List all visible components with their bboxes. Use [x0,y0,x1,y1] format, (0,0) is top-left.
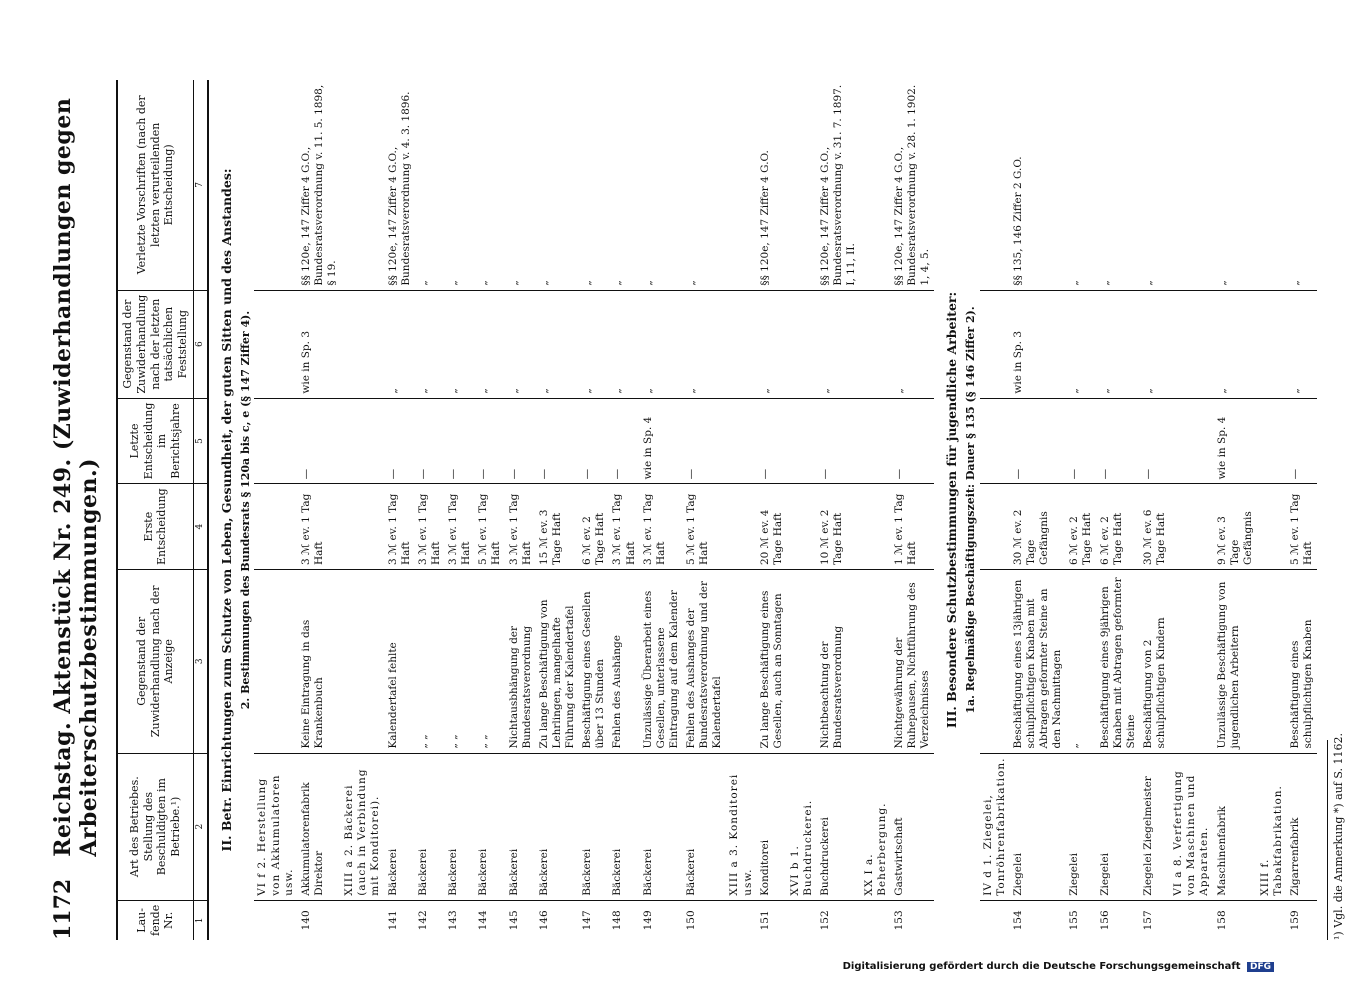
violation-finding: „ [536,290,579,398]
violated-rule: §§ 120e, 147 Ziffer 4 G.O., Bundesratsverordnung v. 4. 3. 1896. [385,80,415,290]
violated-rule [980,80,1010,290]
last-decision: — [1287,398,1317,484]
violation-finding: „ [579,290,609,398]
row-number: 140 [299,910,312,931]
business-type: Akkumulatorenfabrik Direktor [298,753,341,900]
table-row [891,80,934,940]
business-type: Bäckerei [445,753,475,900]
last-decision: — [609,398,639,484]
last-decision: — [506,398,536,484]
col-header-6: Gegenstand der Zuwiderhandlung nach der letzten tatsächlichen Feststellung [117,290,193,398]
violation: „ „ [415,570,445,754]
first-decision: 3 ℳ ev. 1 Tag Haft [445,484,475,570]
business-type: Bäckerei [415,753,445,900]
first-decision: 3 ℳ ev. 1 Tag Haft [609,484,639,570]
col-header-3: Gegenstand der Zuwiderhandlung nach der Anzeige [117,570,193,754]
violation-finding: „ [891,290,934,398]
business-type: XIII a 2. Bäckerei (auch in Verbindung mit Konditorei). [341,753,384,900]
first-decision [254,484,297,570]
first-decision: 20 ℳ ev. 4 Tage Haft [757,484,787,570]
first-decision [726,484,756,570]
violation: Zu lange Beschäftigung eines Gesellen, auch an Sonntagen [757,570,787,754]
business-type: VI a 8. Verfertigung von Maschinen und Apparaten. [1170,753,1213,900]
violation-finding: „ [757,290,787,398]
table-row [579,80,609,940]
violation-finding: „ [445,290,475,398]
table-row [1066,80,1096,940]
col-number: 3 [193,570,208,754]
violated-rule: „ [579,80,609,290]
violated-rule: „ [1140,80,1170,290]
table-row [385,80,415,940]
col-number: 7 [193,80,208,290]
row-number: 142 [416,910,429,931]
table-row [640,80,683,940]
violation: Nichtgewährung der Ruhepausen, Nichtführung des Verzeichnisses [891,570,934,754]
business-type: Bäckerei [536,753,579,900]
violation [254,570,297,754]
section-3-subtitle: 1a. Regelmäßige Beschäftigungszeit: Dauer § 135 (§ 146 Ziffer 2). [963,306,977,714]
violated-rule: „ [506,80,536,290]
first-decision [980,484,1010,570]
page-number: 1172 [50,878,76,940]
section-3-body [934,80,1317,940]
last-decision: wie in Sp. 4 [1214,398,1257,484]
first-decision: 1 ℳ ev. 1 Tag Haft [891,484,934,570]
violated-rule: „ [640,80,683,290]
first-decision: 3 ℳ ev. 1 Tag Haft [385,484,415,570]
violation: Beschäftigung von 2 schulpflichtigen Kindern [1140,570,1170,754]
violated-rule: „ [1066,80,1096,290]
last-decision: — [579,398,609,484]
violation [1257,570,1287,754]
violated-rule: „ [475,80,505,290]
last-decision [861,398,891,484]
business-type: Maschinenfabrik [1214,753,1257,900]
table-row [757,80,787,940]
violation-finding: „ [683,290,726,398]
last-decision: — [1010,398,1067,484]
business-type: Buchdruckerei [817,753,860,900]
business-type: XVI b 1. Buchdruckerei. [787,753,817,900]
col-number: 6 [193,290,208,398]
business-type: Bäckerei [475,753,505,900]
violation: Fehlen des Aushänge [609,570,639,754]
group-heading-row [861,80,891,940]
row-number: 143 [447,910,459,931]
group-heading-row [980,80,1010,940]
violated-rule [726,80,756,290]
first-decision: 5 ℳ ev. 1 Tag Haft [475,484,505,570]
last-decision [980,398,1010,484]
violation [787,570,817,754]
violation: Keine Eintragung in das Krankenbuch [298,570,341,754]
page-title: Reichstag. Aktenstück Nr. 249. (Zuwiderhandlungen gegen Arbeiterschutzbestimmungen.) [50,97,102,857]
violated-rule: „ [445,80,475,290]
violated-rule: „ [683,80,726,290]
violation: „ „ [475,570,505,754]
violation-finding [1170,290,1213,398]
footnote-text: ¹) Vgl. die Anmerkung *) auf S. 1162. [1332,733,1345,940]
violated-rule: „ [415,80,445,290]
last-decision: — [1066,398,1096,484]
col-number: 5 [193,398,208,484]
violation: Unzulässige Überarbeit eines Gesellen, unterlassene Eintragung auf dem Kalender [640,570,683,754]
column-number-row [193,80,208,940]
violation-finding [980,290,1010,398]
row-number: 156 [1098,910,1111,931]
business-type: Bäckerei [385,753,415,900]
subsection-row [962,80,980,940]
row-number: 157 [1141,910,1154,931]
first-decision [341,484,384,570]
violation-finding: „ [385,290,415,398]
last-decision: — [536,398,579,484]
first-decision: 30 ℳ ev. 2 Tage Gefängnis [1010,484,1067,570]
violation-finding: „ [640,290,683,398]
col-header-7: Verletzte Vorschriften (nach der letzten verurteilenden Entscheidung) [117,80,193,290]
violation: Nichtbeachtung der Bundesratsverordnung [817,570,860,754]
business-type: Ziegelei [1010,753,1067,900]
row-number: 150 [685,910,697,931]
violations-table [116,80,1317,940]
violation-finding: „ [609,290,639,398]
first-decision [1257,484,1287,570]
violation: Beschäftigung eines schulpflichtigen Knaben [1287,570,1317,754]
violated-rule: „ [1214,80,1257,290]
last-decision: — [385,398,415,484]
group-heading-row [1257,80,1287,940]
first-decision: 3 ℳ ev. 1 Tag Haft [640,484,683,570]
first-decision: 3 ℳ ev. 1 Tag Haft [415,484,445,570]
row-number: 146 [537,910,550,931]
business-type: Bäckerei [579,753,609,900]
row-number [726,900,756,940]
violation: Kalendertafel fehlte [385,570,415,754]
last-decision: — [683,398,726,484]
first-decision [787,484,817,570]
table-row [1097,80,1140,940]
violation: Beschäftigung eines 13jährigen schulpflichtigen Knaben mit Abtragen geformter Steine an den Nachmittagen [1010,570,1067,754]
violated-rule: „ [1097,80,1140,290]
violation-finding [254,290,297,398]
table-row [298,80,341,940]
violation-finding [1257,290,1287,398]
violation [861,570,891,754]
violation-finding: „ [1097,290,1140,398]
row-number: 152 [819,910,832,931]
violation: Beschäftigung eines Gesellen über 13 Stunden [579,570,609,754]
last-decision: — [891,398,934,484]
violation [341,570,384,754]
first-decision: 6 ℳ ev. 2 Tage Haft [579,484,609,570]
violation [1170,570,1213,754]
footnote [1327,80,1345,940]
business-type: VI f 2. Herstellung von Akkumulatoren usw. [254,753,297,900]
business-type: Bäckerei [506,753,536,900]
violation: Zu lange Beschäftigung von Lehrlingen, mangelhafte Führung der Kalendertafel [536,570,579,754]
first-decision [861,484,891,570]
business-type: Bäckerei [609,753,639,900]
business-type: Bäckerei [683,753,726,900]
row-number: 155 [1068,910,1081,931]
violation-finding: „ [1066,290,1096,398]
section-2-subtitle: 2. Bestimmungen des Bundesrats § 120a bis c, e (§ 147 Ziffer 4). [238,310,252,710]
row-number: 145 [507,910,520,931]
violation-finding: wie in Sp. 3 [1010,290,1067,398]
group-heading-row [254,80,297,940]
last-decision: — [817,398,860,484]
business-type: XIII a 3. Konditorei usw. [726,753,756,900]
violation: „ [1066,570,1096,754]
subsection-row [237,80,255,940]
row-number: 158 [1215,910,1228,931]
first-decision [1170,484,1213,570]
table-header-row [117,80,193,940]
table-row [1010,80,1067,940]
last-decision: — [757,398,787,484]
violation-finding [787,290,817,398]
violated-rule: „ [536,80,579,290]
row-number: 147 [581,910,594,931]
group-heading-row [726,80,756,940]
first-decision: 30 ℳ ev. 6 Tage Haft [1140,484,1170,570]
violation-finding [341,290,384,398]
business-type: Bäckerei [640,753,683,900]
violation [726,570,756,754]
first-decision: 5 ℳ ev. 1 Tag Haft [1287,484,1317,570]
page-header [50,80,102,940]
first-decision: 3 ℳ ev. 1 Tag Haft [298,484,341,570]
last-decision [726,398,756,484]
last-decision [1257,398,1287,484]
violation [980,570,1010,754]
table-row [817,80,860,940]
violation-finding: „ [415,290,445,398]
business-type: IV d 1. Ziegelei, Tonröhrenfabrikation. [980,753,1010,900]
first-decision: 9 ℳ ev. 3 Tage Gefängnis [1214,484,1257,570]
col-header-5: Letzte Entscheidung im Berichtsjahre [117,398,193,484]
last-decision [787,398,817,484]
last-decision: — [298,398,341,484]
violation-finding: „ [817,290,860,398]
violation: Beschäftigung eines 9jährigen Knaben mit Abtragen geformter Steine [1097,570,1140,754]
table-row [475,80,505,940]
col-header-2: Art des Betriebes. Stellung des Beschuldigten im Betriebe.¹) [117,753,193,900]
table-row [536,80,579,940]
violation-finding: „ [1287,290,1317,398]
document-content [50,80,1345,940]
violated-rule: „ [1287,80,1317,290]
violation-finding [726,290,756,398]
business-type: Konditorei [757,753,787,900]
violated-rule [1257,80,1287,290]
row-number: 148 [611,910,624,931]
table-row [1287,80,1317,940]
col-number: 4 [193,484,208,570]
row-number [787,900,817,940]
first-decision: 15 ℳ ev. 3 Tage Haft [536,484,579,570]
section-2-body [208,80,934,940]
violated-rule: §§ 120e, 147 Ziffer 4 G.O., Bundesratsverordnung v. 11. 5. 1898, § 19. [298,80,341,290]
last-decision [1170,398,1213,484]
group-heading-row [1170,80,1213,940]
table-row [506,80,536,940]
business-type: Ziegelei [1097,753,1140,900]
first-decision: 6 ℳ ev. 2 Tage Haft [1097,484,1140,570]
section-header-row [934,80,962,940]
section-3-title: III. Besondere Schutzbestimmungen für jugendliche Arbeiter: [944,291,960,729]
table-row [415,80,445,940]
violated-rule [341,80,384,290]
row-number: 144 [477,910,490,931]
group-heading-row [341,80,384,940]
col-number: 1 [193,900,208,940]
last-decision [254,398,297,484]
violated-rule [787,80,817,290]
last-decision: — [1140,398,1170,484]
violation: Unzulässige Beschäftigung von jugendlichen Arbeitern [1214,570,1257,754]
table-row [1140,80,1170,940]
violation-finding: „ [506,290,536,398]
violation-finding [861,290,891,398]
business-type: Ziegelei [1066,753,1096,900]
row-number [1170,900,1213,940]
last-decision: — [475,398,505,484]
business-type: Ziegelei Ziegelmeister [1140,753,1170,900]
row-number [1257,900,1287,940]
col-header-4: Erste Entscheidung [117,484,193,570]
row-number: 154 [1011,910,1024,931]
table-row [609,80,639,940]
row-number [861,900,891,940]
row-number [341,900,384,940]
violated-rule: §§ 120e, 147 Ziffer 4 G.O., Bundesratsverordnung v. 28. 1. 1902. 1, 4, 5. [891,80,934,290]
first-decision: 6 ℳ ev. 2 Tage Haft [1066,484,1096,570]
row-number: 151 [758,910,771,931]
violated-rule [1170,80,1213,290]
last-decision [341,398,384,484]
violated-rule: §§ 120e, 147 Ziffer 4 G.O., Bundesratsverordnung v. 31. 7. 1897. I, 11, II. [817,80,860,290]
row-number: 153 [892,910,905,931]
violated-rule: §§ 120e, 147 Ziffer 4 G.O. [757,80,787,290]
first-decision: 10 ℳ ev. 2 Tage Haft [817,484,860,570]
first-decision: 5 ℳ ev. 1 Tag Haft [683,484,726,570]
violated-rule: §§ 135, 146 Ziffer 2 G.O. [1010,80,1067,290]
violation: Fehlen des Aushanges der Bundesratsverordnung und der Kalendertafel [683,570,726,754]
business-type: Gastwirtschaft [891,753,934,900]
table-row [1214,80,1257,940]
digitization-credit [843,961,1274,972]
business-type: Zigarrenfabrik [1287,753,1317,900]
violation: „ „ [445,570,475,754]
table-row [445,80,475,940]
row-number: 149 [641,910,654,931]
first-decision: 3 ℳ ev. 1 Tag Haft [506,484,536,570]
last-decision: — [1097,398,1140,484]
violation-finding: „ [475,290,505,398]
business-type: XX I a. Beherbergung. [861,753,891,900]
table-row [683,80,726,940]
violation-finding: „ [1140,290,1170,398]
violation-finding: „ [1214,290,1257,398]
col-number: 2 [193,753,208,900]
last-decision: wie in Sp. 4 [640,398,683,484]
violated-rule [254,80,297,290]
row-number [254,900,297,940]
col-header-1: Laufende Nr. [117,900,193,940]
dfg-logo: DFG [1247,962,1274,972]
last-decision: — [445,398,475,484]
section-2-title: II. Betr. Einrichtungen zum Schutze von Leben, Gesundheit, der guten Sitten und des Anstandes: [219,168,234,852]
violated-rule [861,80,891,290]
violation-finding: wie in Sp. 3 [298,290,341,398]
last-decision: — [415,398,445,484]
group-heading-row [787,80,817,940]
section-header-row [208,80,237,940]
row-number: 141 [386,910,399,931]
violation: Nichtausbhängung der Bundesratsverordnung [506,570,536,754]
footnote-rule [1327,740,1328,940]
row-number [980,900,1010,940]
business-type: XIII f. Tabakfabrikation. [1257,753,1287,900]
violated-rule: „ [609,80,639,290]
digitization-text: Digitalisierung gefördert durch die Deutsche Forschungsgemeinschaft [842,961,1241,972]
row-number: 159 [1289,910,1302,931]
